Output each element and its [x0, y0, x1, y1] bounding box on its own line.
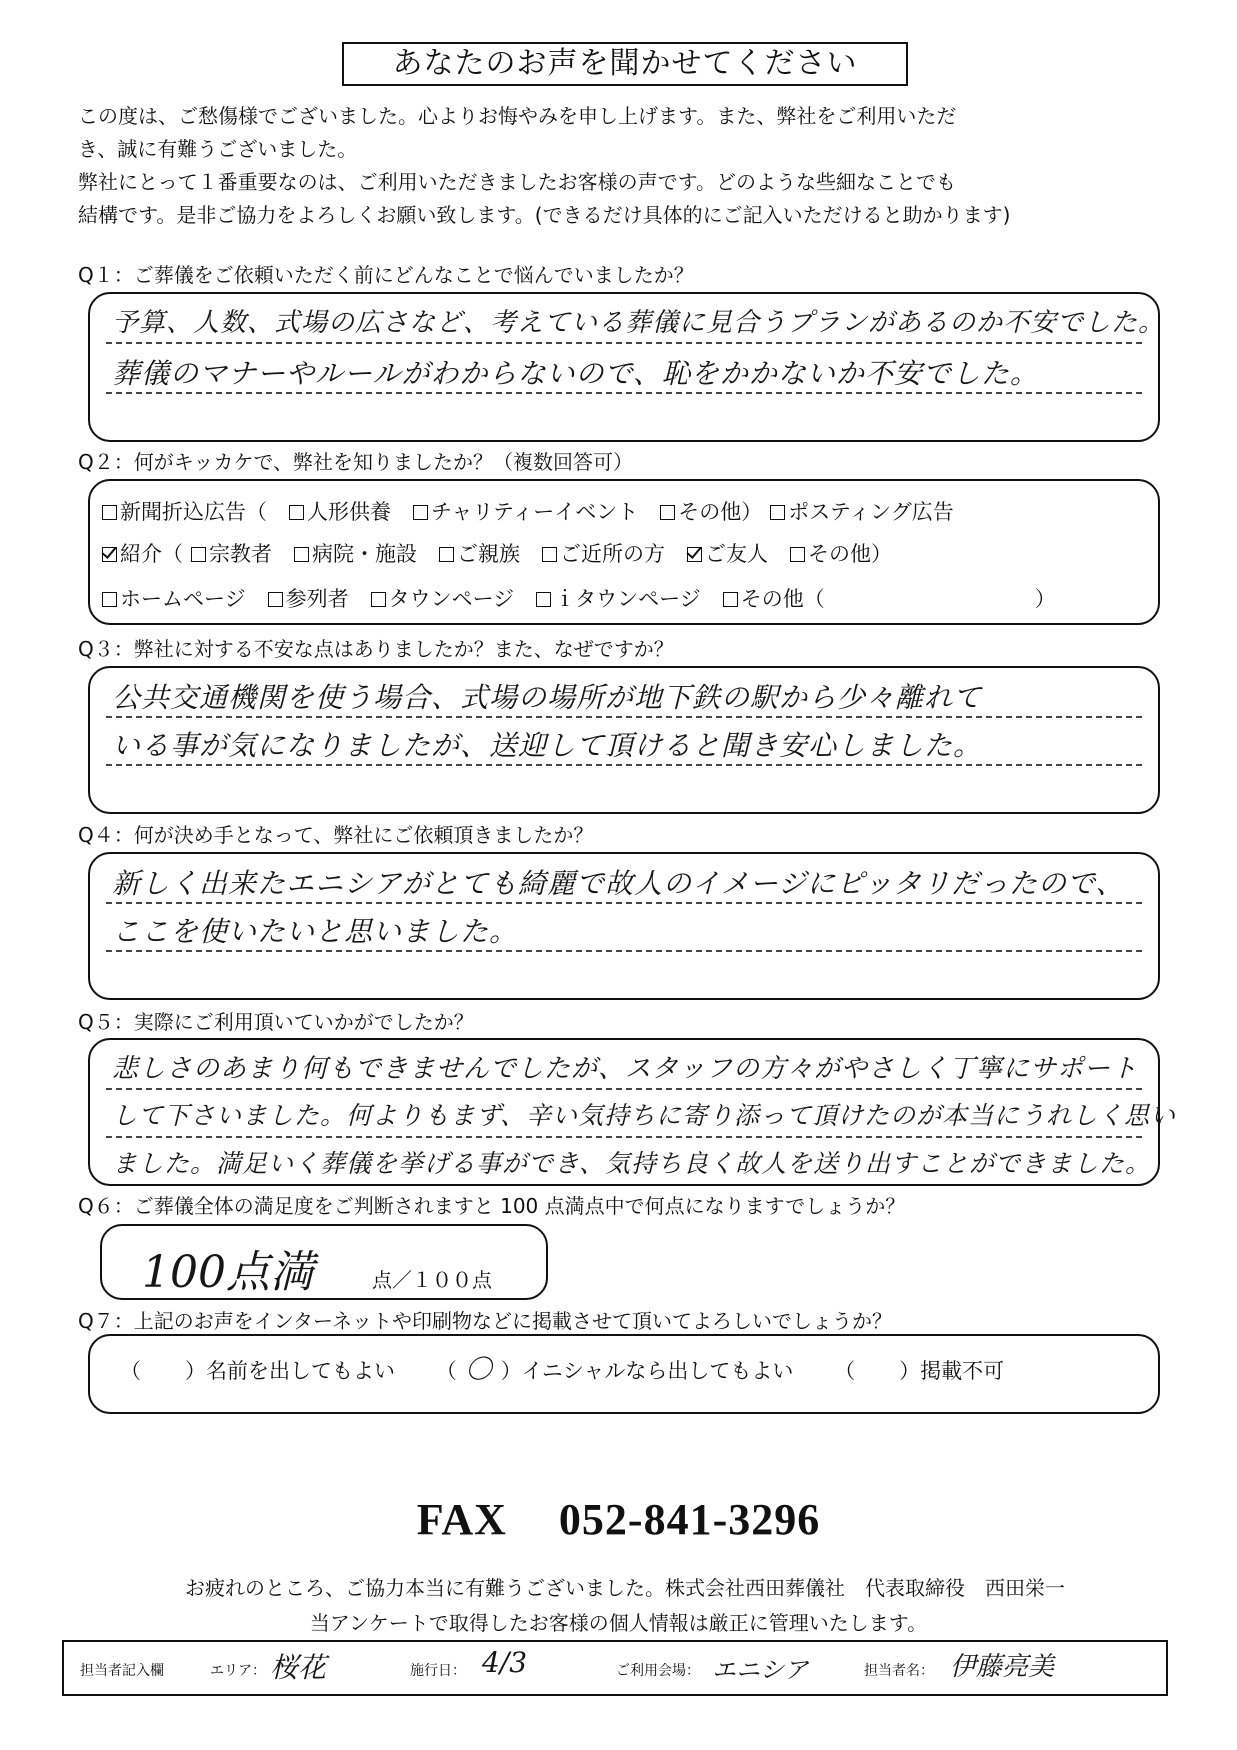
q2-option[interactable]: 宗教者 — [191, 538, 272, 568]
q2-row-3 — [102, 583, 1078, 613]
q2-question: Q２：何がキッカケで、弊社を知りましたか？（複数回答可） — [78, 450, 633, 474]
q2-option[interactable]: ポスティング広告 — [770, 496, 953, 526]
intro-line: この度は、ご愁傷様でございました。心よりお悔やみを申し上げます。また、弊社をご利用いただ — [78, 104, 957, 128]
checkbox[interactable] — [289, 505, 304, 520]
q2-option[interactable]: 新聞折込広告（ — [102, 496, 267, 526]
q5-question: Q５：実際にご利用頂いていかがでしたか？ — [78, 1010, 474, 1034]
q2-option[interactable]: 人形供養 — [289, 496, 391, 526]
q5-answer-line: して下さいました。何よりもまず、辛い気持ちに寄り添って頂けたのが本当にうれしく思い — [112, 1101, 1177, 1130]
q5-answer-line: 悲しさのあまり何もできませんでしたが、スタッフの方々がやさしく丁寧にサポート — [112, 1054, 1139, 1084]
q7-options — [120, 1349, 1038, 1386]
fax-number — [0, 1494, 1237, 1545]
q6-question: Q６：ご葬儀全体の満足度をご判断されますと 100 点満点中で何点になりますでしょうか？ — [78, 1194, 906, 1218]
q2-option[interactable]: ご友人 — [687, 538, 768, 568]
answer-rule — [106, 342, 1142, 344]
checkbox[interactable] — [371, 592, 386, 607]
checkbox[interactable] — [413, 505, 428, 520]
page-title: あなたのお声を聞かせてください — [342, 42, 908, 86]
q2-option[interactable]: その他（ ） — [723, 583, 1056, 613]
q6-score-unit: 点／１００点 — [372, 1268, 492, 1292]
answer-rule — [106, 902, 1142, 904]
area-value[interactable]: 桜花 — [270, 1651, 327, 1684]
venue-value[interactable]: エニシア — [712, 1656, 808, 1684]
checkbox[interactable] — [102, 592, 117, 607]
intro-text — [78, 100, 1178, 232]
q2-option[interactable]: チャリティーイベント — [413, 496, 638, 526]
q1-question: Q１：ご葬儀をご依頼いただく前にどんなことで悩んでいましたか？ — [78, 263, 694, 287]
checkbox[interactable] — [191, 547, 206, 562]
fax-value: 052-841-3296 — [558, 1495, 821, 1544]
staff-entry-footer — [62, 1640, 1168, 1696]
privacy-notice: 当アンケートで取得したお客様の個人情報は厳正に管理いたします。 — [309, 1611, 928, 1635]
answer-rule — [106, 392, 1142, 394]
venue-label: ご利用会場： — [616, 1663, 700, 1679]
q7-question: Q７：上記のお声をインターネットや印刷物などに掲載させて頂いてよろしいでしょうか？ — [78, 1309, 892, 1333]
checkbox[interactable] — [723, 592, 738, 607]
q2-row-1 — [102, 496, 976, 526]
q2-option[interactable]: ご近所の方 — [542, 538, 665, 568]
checkbox[interactable] — [660, 505, 675, 520]
q2-option[interactable]: 紹介（ — [102, 538, 183, 568]
q6-score-value: 100点満 — [142, 1247, 314, 1298]
q7-option-name[interactable]: （ ）名前を出してもよい — [120, 1359, 395, 1383]
date-value[interactable]: 4/3 — [482, 1646, 528, 1679]
q2-option[interactable]: その他） — [660, 496, 762, 526]
q3-answer-line: いる事が気になりましたが、送迎して頂けると聞き安心しました。 — [112, 729, 983, 762]
date-label: 施行日： — [410, 1663, 466, 1679]
q2-option[interactable]: 病院・施設 — [294, 538, 417, 568]
q2-option[interactable]: ご親族 — [439, 538, 520, 568]
q2-option[interactable]: 参列者 — [268, 583, 349, 613]
intro-line: 弊社にとって１番重要なのは、ご利用いただきましたお客様の声です。どのような些細なことでも — [78, 170, 956, 194]
checkbox[interactable] — [542, 547, 557, 562]
q2-option[interactable]: タウンページ — [371, 583, 515, 613]
q7-option-decline[interactable]: （ ）掲載不可 — [834, 1359, 1005, 1383]
answer-rule — [106, 764, 1142, 766]
q5-answer-line: ました。満足いく葬儀を挙げる事ができ、気持ち良く故人を送り出すことができました。 — [112, 1149, 1152, 1178]
q3-answer-line: 公共交通機関を使う場合、式場の場所が地下鉄の駅から少々離れて — [112, 681, 983, 714]
person-value[interactable]: 伊藤亮美 — [950, 1652, 1055, 1682]
checkbox[interactable] — [268, 592, 283, 607]
q2-row-2 — [102, 538, 914, 568]
thanks-text: お疲れのところ、ご協力本当に有難うございました。株式会社西田葬儀社 代表取締役 西田栄一 — [185, 1576, 1065, 1600]
q4-answer-line: ここを使いたいと思いました。 — [112, 915, 519, 948]
q7-option-initial[interactable]: （ 〇 ）イニシャルなら出してもよい — [436, 1359, 794, 1383]
checkbox-checked[interactable] — [687, 547, 702, 562]
q4-answer-box[interactable] — [88, 852, 1160, 1000]
answer-rule — [106, 1088, 1142, 1090]
circle-mark-icon: 〇 — [465, 1355, 492, 1385]
q6-score-box[interactable] — [100, 1224, 548, 1300]
checkbox[interactable] — [439, 547, 454, 562]
q2-option[interactable]: その他） — [790, 538, 892, 568]
q4-answer-line: 新しく出来たエニシアがとても綺麗で故人のイメージにピッタリだったので、 — [112, 867, 1125, 900]
answer-rule — [106, 716, 1142, 718]
fax-label: FAX — [416, 1495, 507, 1544]
q2-option[interactable]: ホームページ — [102, 583, 246, 613]
checkbox[interactable] — [536, 592, 551, 607]
q5-answer-box[interactable] — [88, 1038, 1177, 1186]
q1-answer-line: 葬儀のマナーやルールがわからないので、恥をかかないか不安でした。 — [112, 357, 1039, 390]
checkbox[interactable] — [102, 505, 117, 520]
checkbox[interactable] — [294, 547, 309, 562]
checkbox-checked[interactable] — [102, 547, 117, 562]
answer-rule — [106, 950, 1142, 952]
q4-question: Q４：何が決め手となって、弊社にご依頼頂きましたか？ — [78, 823, 594, 847]
q1-answer-line: 予算、人数、式場の広さなど、考えている葬儀に見合うプランがあるのか不安でした。 — [112, 308, 1166, 338]
checkbox[interactable] — [790, 547, 805, 562]
person-label: 担当者名： — [864, 1663, 934, 1679]
q2-option[interactable]: ｉタウンページ — [536, 583, 701, 613]
staff-section-label: 担当者記入欄 — [80, 1663, 164, 1679]
area-label: エリア： — [210, 1663, 266, 1679]
q3-question: Q３：弊社に対する不安な点はありましたか？また、なぜですか？ — [78, 637, 674, 661]
answer-rule — [106, 1136, 1142, 1138]
intro-line: き、誠に有難うございました。 — [78, 137, 358, 161]
q1-answer-box[interactable] — [88, 292, 1166, 442]
checkbox[interactable] — [770, 505, 785, 520]
intro-line: 結構です。是非ご協力をよろしくお願い致します。(できるだけ具体的にご記入いただけると助かります) — [78, 203, 1011, 227]
q3-answer-box[interactable] — [88, 666, 1160, 814]
